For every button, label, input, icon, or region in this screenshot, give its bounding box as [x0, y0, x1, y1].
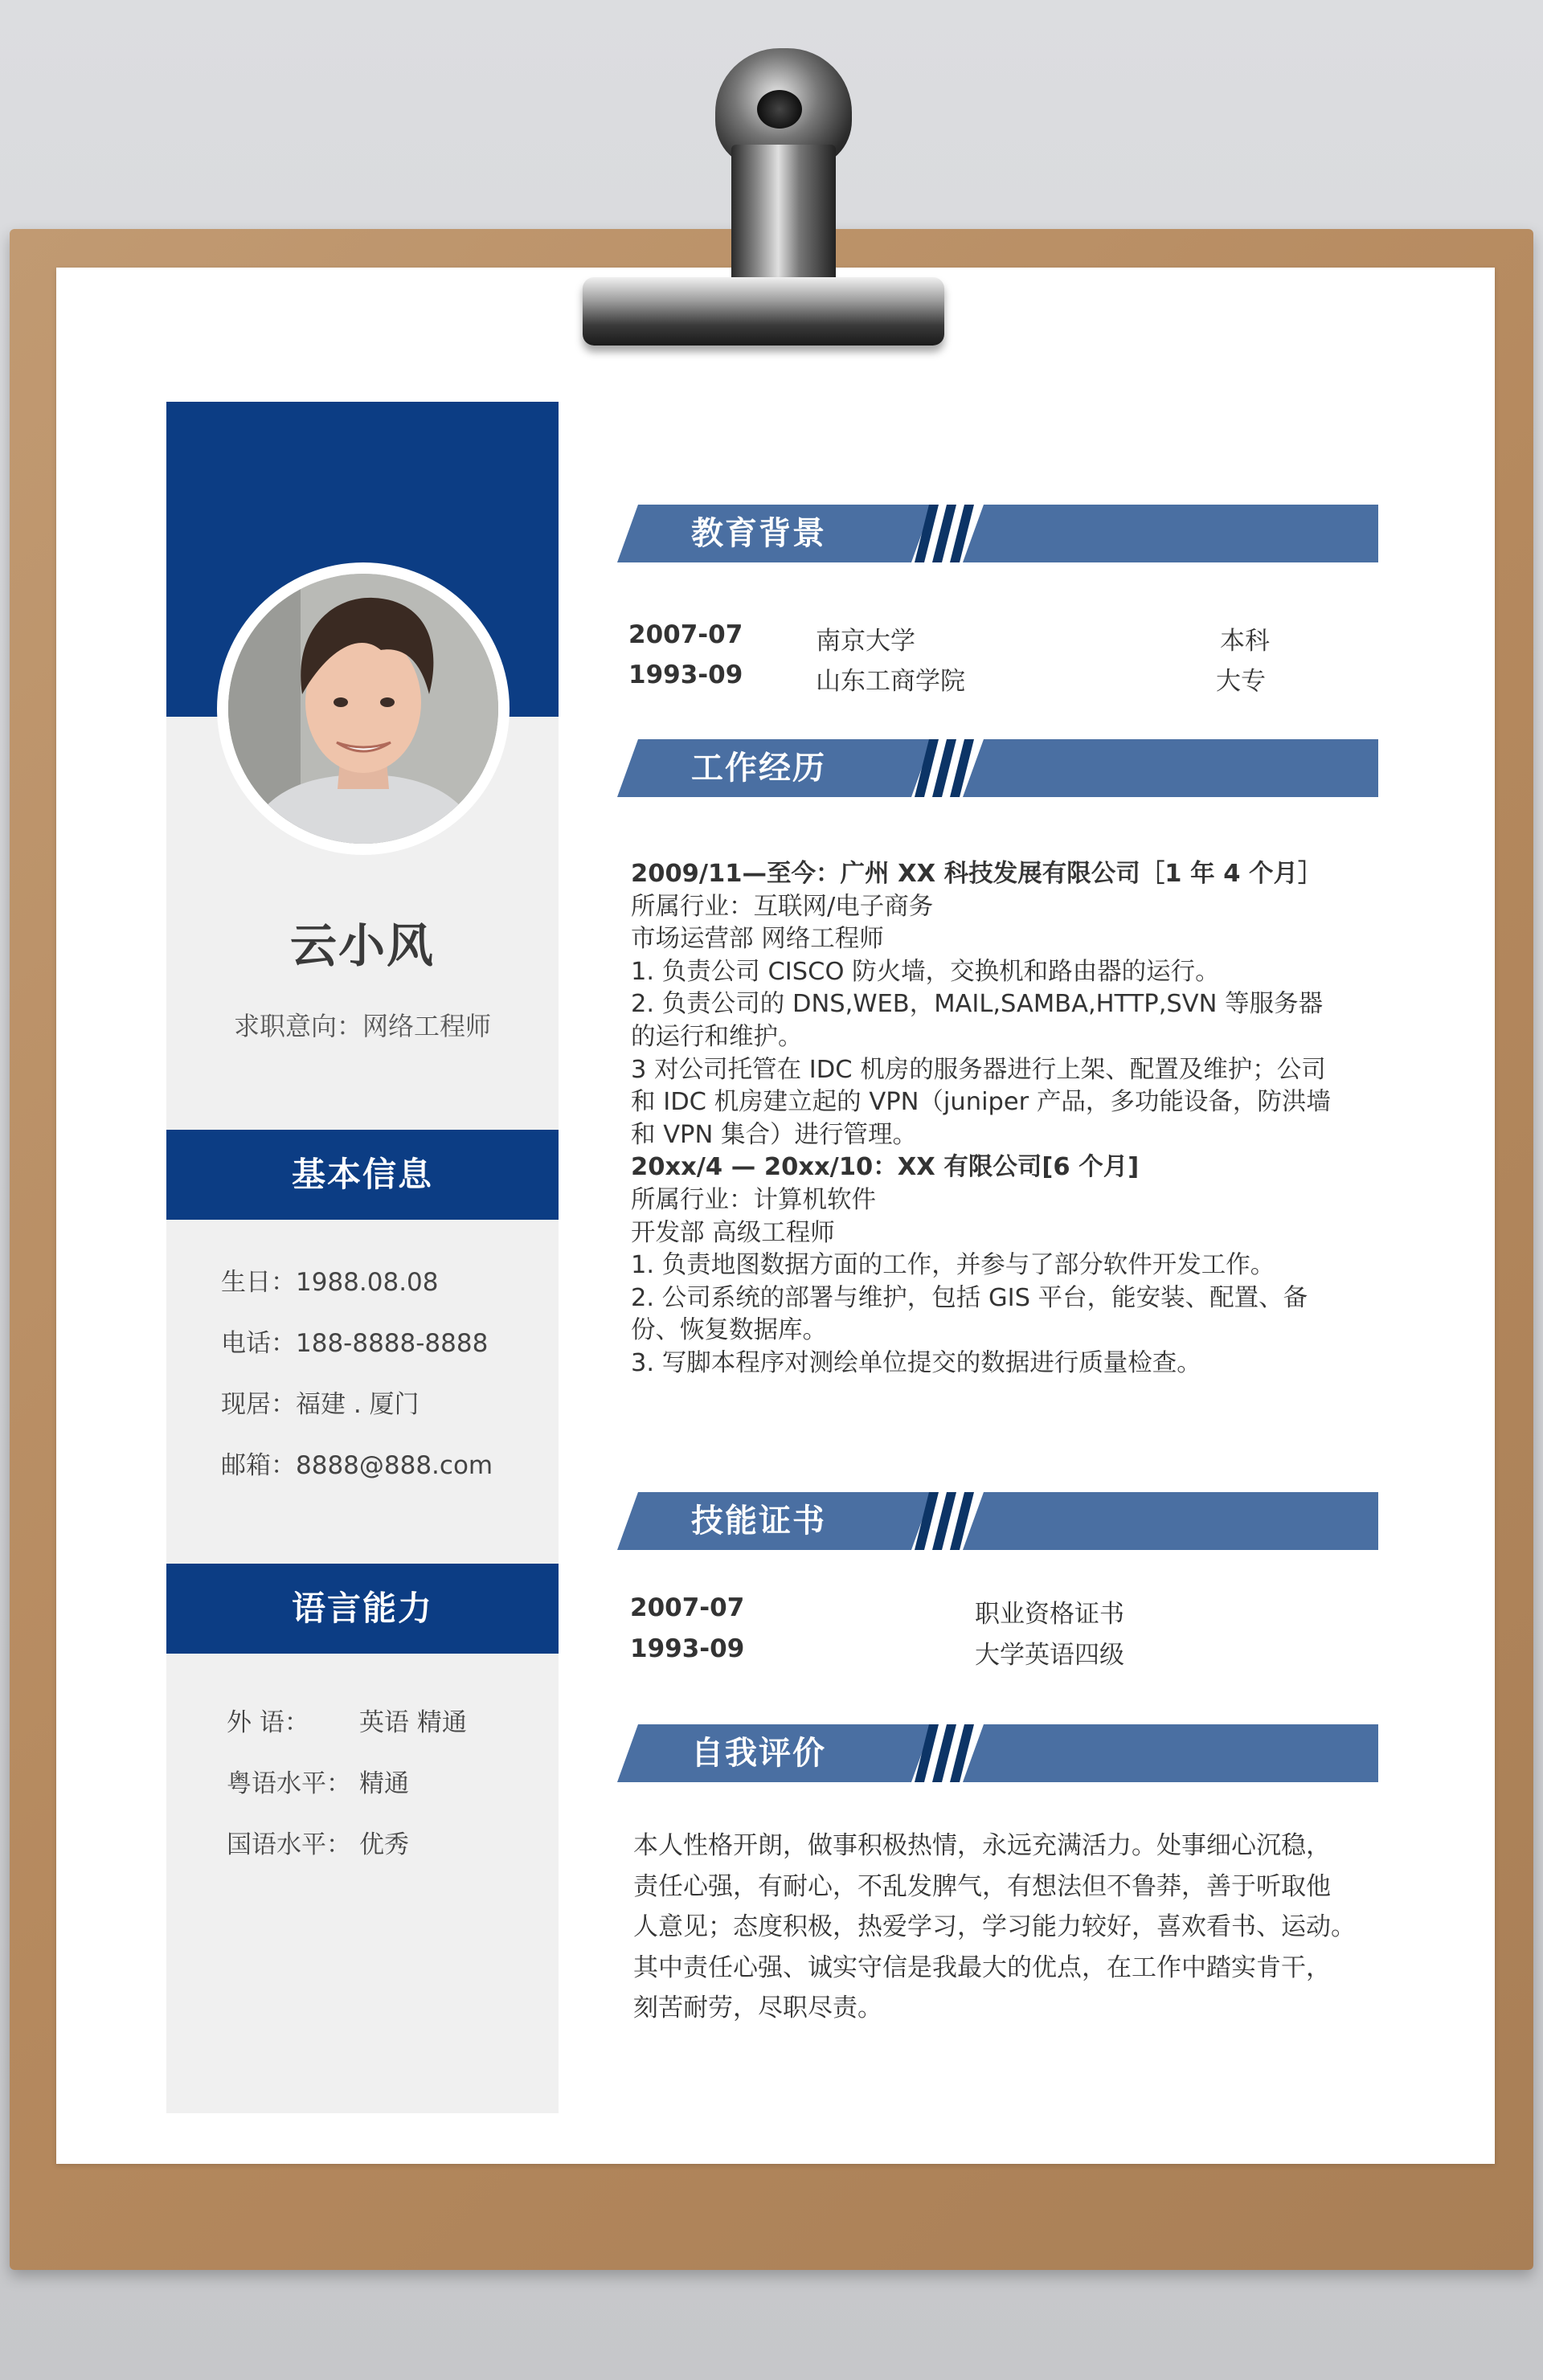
work-section-header: [617, 739, 1378, 797]
language-mandarin-value: 优秀: [359, 1830, 409, 1859]
language-cantonese-value: 精通: [359, 1769, 409, 1798]
work-line: 开发部 高级工程师: [631, 1218, 835, 1247]
self-eval-line: 责任心强，有耐心，不乱发脾气，有想法但不鲁莽，善于听取他: [633, 1871, 1331, 1901]
phone-text: 电话：188-8888-8888: [221, 1329, 489, 1358]
work-line: 份、恢复数据库。: [631, 1316, 827, 1345]
self-eval-line: 其中责任心强、诚实守信是我最大的优点，在工作中踏实肯干，: [633, 1953, 1331, 1982]
candidate-name: 云小风: [289, 918, 435, 973]
education-school-2: 山东工商学院: [816, 667, 965, 696]
work-line: 的运行和维护。: [631, 1022, 803, 1051]
education-date-1: 2007-07: [628, 620, 743, 649]
job-intent: 求职意向：网络工程师: [233, 1011, 491, 1041]
work-title: 工作经历: [691, 750, 826, 787]
work-line: 1. 负责地图数据方面的工作，并参与了部分软件开发工作。: [631, 1251, 1275, 1280]
self-eval-line: 刻苦耐劳，尽职尽责。: [633, 1994, 882, 2022]
binder-clip-icon: [579, 48, 948, 354]
work-line: 2009/11—至今：广州 XX 科技发展有限公司［1 年 4 个月］: [631, 860, 1323, 888]
work-experience-body: [631, 858, 1354, 1380]
email-text: 邮箱：8888@888.com: [221, 1451, 493, 1480]
self-eval-line: 本人性格开朗，做事积极热情，永远充满活力。处事细心沉稳，: [633, 1831, 1331, 1860]
skill-date-1: 2007-07: [630, 1593, 745, 1622]
skills-section-header: [617, 1492, 1378, 1550]
education-degree-1: 本科: [1220, 627, 1270, 656]
education-degree-2: 大专: [1216, 667, 1266, 696]
work-line: 20xx/4 — 20xx/10：XX 有限公司[6 个月]: [631, 1153, 1140, 1182]
language-mandarin-label: 国语水平：: [227, 1830, 351, 1859]
language-cantonese-label: 粤语水平：: [227, 1769, 351, 1798]
skill-name-1: 职业资格证书: [975, 1600, 1124, 1629]
work-line: 市场运营部 网络工程师: [631, 925, 884, 954]
work-line: 所属行业：互联网/电子商务: [631, 892, 934, 921]
portrait-image: [228, 574, 498, 844]
profile-photo: [228, 574, 498, 844]
self-eval-section-header: [617, 1724, 1378, 1782]
skills-title: 技能证书: [691, 1503, 826, 1540]
avatar: [217, 562, 510, 855]
skill-date-2: 1993-09: [630, 1634, 745, 1663]
basic-info-heading: 基本信息: [166, 1130, 559, 1220]
education-date-2: 1993-09: [628, 660, 743, 689]
work-line: 3 对公司托管在 IDC 机房的服务器进行上架、配置及维护；公司: [631, 1055, 1326, 1084]
self-eval-body: [633, 1826, 1356, 2029]
work-line: 3. 写脚本程序对测绘单位提交的数据进行质量检查。: [631, 1348, 1201, 1377]
work-line: 和 VPN 集合）进行管理。: [631, 1120, 917, 1149]
work-line: 2. 负责公司的 DNS,WEB，MAIL,SAMBA,HTTP,SVN 等服务器: [631, 990, 1324, 1019]
sidebar: [166, 402, 559, 2113]
skill-name-2: 大学英语四级: [975, 1641, 1124, 1670]
work-line: 2. 公司系统的部署与维护，包括 GIS 平台，能安装、配置、备: [631, 1283, 1308, 1312]
education-section-header: [617, 505, 1378, 562]
clip-base: [583, 277, 944, 346]
language-foreign-label: 外 语：: [227, 1708, 309, 1737]
work-line: 1. 负责公司 CISCO 防火墙，交换机和路由器的运行。: [631, 957, 1220, 986]
self-eval-line: 人意见；态度积极，热爱学习，学习能力较好，喜欢看书、运动。: [633, 1912, 1356, 1941]
language-heading: 语言能力: [166, 1564, 559, 1654]
work-line: 和 IDC 机房建立起的 VPN（juniper 产品，多功能设备，防洪墙: [631, 1088, 1331, 1117]
birthday-text: 生日：1988.08.08: [221, 1268, 439, 1297]
residence-text: 现居：福建 . 厦门: [221, 1390, 420, 1419]
education-title: 教育背景: [691, 515, 826, 552]
language-foreign-value: 英语 精通: [359, 1708, 467, 1737]
self-eval-title: 自我评价: [691, 1735, 826, 1772]
work-line: 所属行业：计算机软件: [631, 1185, 876, 1214]
education-school-1: 南京大学: [816, 627, 915, 656]
